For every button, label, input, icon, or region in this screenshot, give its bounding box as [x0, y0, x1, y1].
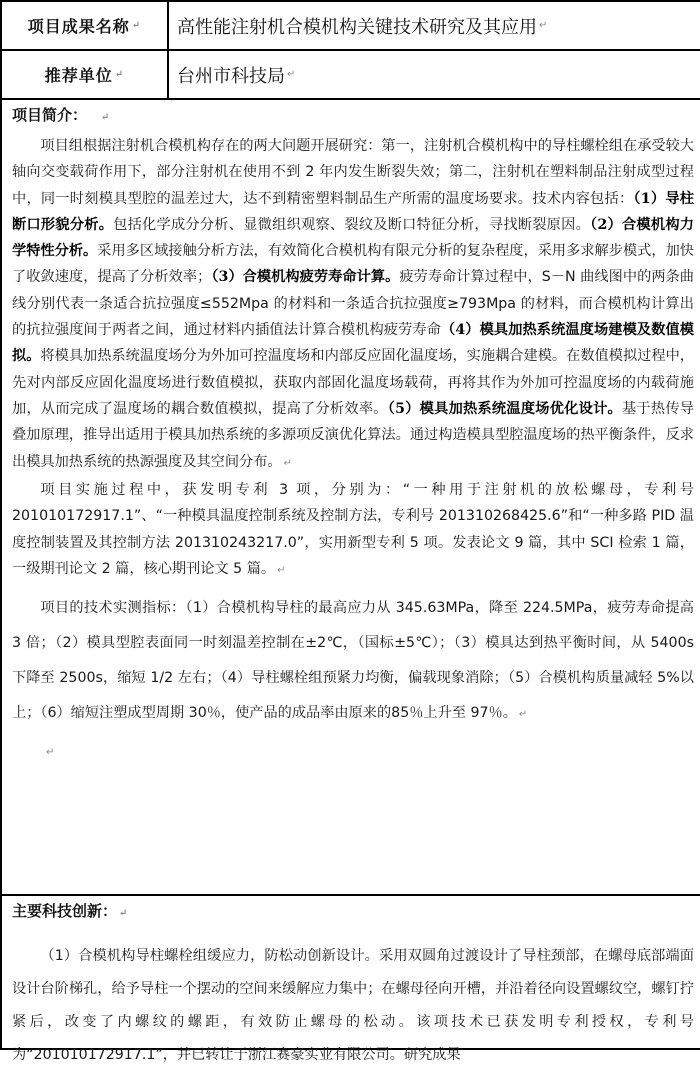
recommending-unit-value: [169, 51, 700, 98]
intro-text: 采用多区域接触分析方法，有效简化合模机构有限元分析的复杂程度，采用多求解步模式，加快了收敛速度，提高了分析效率；: [12, 243, 694, 286]
project-name-label: [2, 2, 169, 49]
empty-paragraph: [12, 732, 694, 768]
intro-text: 将模具加热系统温度场分为外加可控温度场和内部反应固化温度场，实施耦合建模。在数值模拟过程中，先对内部反应固化温度场进行数值模拟，获取内部固化温度场载荷，再将其作为外加可控温度场的内载荷施加，从而完成了温度场的耦合数值模拟，提高了分析效率。: [12, 348, 694, 417]
intro-bold-heading: （4）模具加热系统温度场建模及数值模拟。: [12, 322, 694, 365]
paragraph-mark-icon: ↵: [518, 708, 528, 720]
paragraph-mark-icon: ↵: [46, 746, 55, 758]
project-intro-title-text: 项目简介：: [12, 106, 88, 124]
paragraph-mark-icon: ↵: [287, 69, 296, 80]
table-row-project-name: [2, 0, 700, 49]
paragraph-mark-icon: ↵: [131, 20, 142, 31]
intro-text: 项目组根据注射机合模机构存在的两大问题开展研究：第一，注射机合模机构中的导柱螺栓组在承受较大轴向交变载荷作用下，部分注射机在使用不到 2 年内发生断裂失效；第二，注射机在塑料制品注射成型过程中，同一时刻模具型腔的温差过大，达不到精密塑料制品生产所需的温度场要求。技术内容包括：: [12, 138, 694, 207]
paragraph-mark-icon: ↵: [283, 457, 292, 469]
project-intro-section: [2, 98, 700, 894]
paragraph-mark-icon: ↵: [119, 908, 128, 919]
recommending-unit-value-text: 台州市科技局: [177, 65, 285, 87]
paragraph-mark-icon: ↵: [277, 565, 286, 577]
intro-paragraph-technical-content: [12, 133, 694, 477]
intro-text: 疲劳寿命计算过程中，S－N 曲线图中的两条曲线分别代表一条适合抗拉强度≤552Mpa 的材料和一条适合抗拉强度≥793Mpa 的材料，而合模机构计算出的抗拉强度间于两者之间，通过材料内插值法计算合模机构疲劳寿命: [12, 269, 694, 339]
recommending-unit-label: [2, 51, 169, 98]
intro-paragraph-metrics: [12, 591, 694, 732]
innovation-text: （1）合模机构导柱螺栓组缓应力，防松动创新设计。采用双圆角过渡设计了导柱颈部，在螺母底部端面设计台阶梯孔，给予导柱一个摆动的空间来缓解应力集中；在螺母径向开槽，并沿着径向设置螺纹空，螺钉拧紧后，改变了内螺纹的螺距，有效防止螺母的松动。该项技术已获发明专利授权，专利号为“201010172917.1”，并已转让于浙江赛豪实业有限公司。研究成果: [12, 948, 694, 1063]
recommending-unit-label-text: 推荐单位: [44, 66, 113, 85]
intro-bold-heading: （2）合模机构力学特性分析。: [12, 216, 694, 260]
project-intro-title: [12, 100, 694, 130]
innovation-title-text: 主要科技创新：: [12, 902, 118, 920]
innovation-section: [2, 894, 700, 1063]
innovation-title: [12, 896, 694, 926]
table-row-recommending-unit: [2, 49, 700, 98]
intro-paragraph-patents: [12, 477, 694, 585]
intro-bold-heading: （1）导柱断口形貌分析。: [12, 190, 694, 233]
project-name-value-text: 高性能注射机合模机构关键技术研究及其应用: [177, 16, 537, 38]
intro-bold-heading: （5）模具加热系统温度场优化设计。: [387, 400, 622, 417]
paragraph-mark-icon: ↵: [539, 20, 548, 31]
innovation-paragraph-1: [12, 940, 694, 1072]
project-name-label-text: 项目成果名称: [27, 17, 130, 36]
intro-text: 项目的技术实测指标：（1）合模机构导柱的最高应力从 345.63MPa，降至 224.5MPa，疲劳寿命提高 3 倍；（2）模具型腔表面同一时刻温差控制在±2℃，（国标±5℃）；（3）模具达到热平衡时间，从 5400s 下降至 2500s，缩短 1/2 左右；（4）导柱螺栓组预紧力均衡，偏载现象消除；（5）合模机构质量减轻 5%以上；（6）缩短注塑成型周期 30％，使产品的成品率由原来的85％上升至 97％。: [12, 599, 694, 721]
project-name-value: [169, 2, 700, 49]
intro-text: 基于热传导叠加原理，推导出适用于模具加热系统的多源项反演优化算法。通过构造模具型腔温度场的热平衡条件，反求出模具加热系统的热源强度及其空间分布。: [12, 400, 694, 470]
paragraph-mark-icon: ↵: [101, 112, 110, 123]
intro-text: 包括化学成分分析、显微组织观察、裂纹及断口特征分析，寻找断裂原因。: [113, 216, 591, 233]
intro-text: 项目实施过程中，获发明专利 3 项，分别为：“一种用于注射机的放松螺母，专利号201010172917.1”、“一种模具温度控制系统及控制方法，专利号 201310268425.6”和“一种多路 PID 温度控制装置及其控制方法 201310243217.0”，实用新型专利 5 项。发表论文 9 篇，其中 SCI 检索 1 篇，一级期刊论文 2 篇，核心期刊论文 5 篇。: [12, 481, 694, 578]
paragraph-mark-icon: ↵: [114, 69, 125, 80]
intro-bold-heading: （3）合模机构疲劳寿命计算。: [211, 269, 400, 286]
